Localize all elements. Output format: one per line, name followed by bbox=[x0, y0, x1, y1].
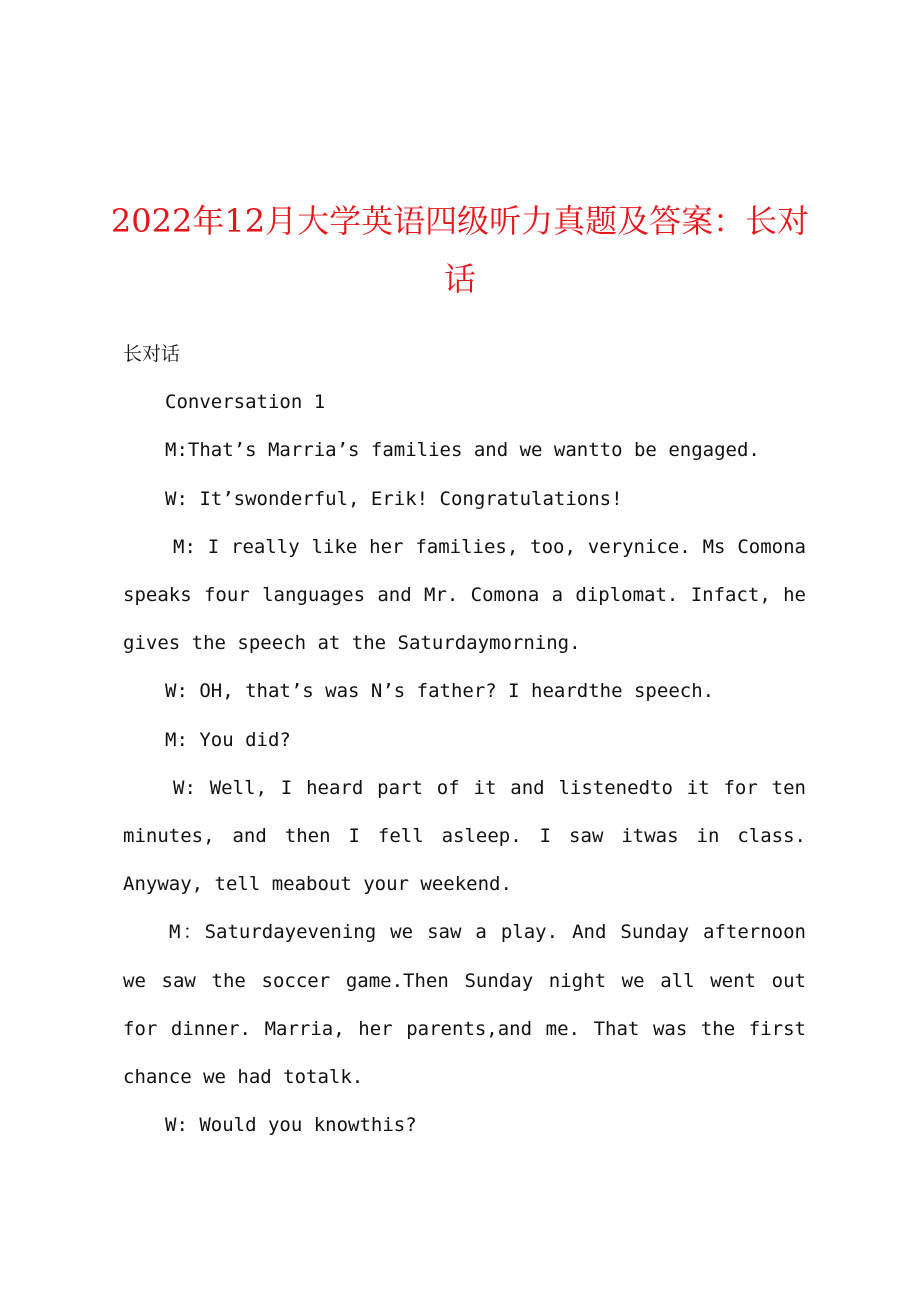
paragraph: W: Would you knowthis? bbox=[165, 1114, 417, 1137]
paragraph: W: It’swonderful, Erik! Congratulations! bbox=[165, 487, 623, 510]
document-title: 2022年12月大学英语四级听力真题及答案：长对话 bbox=[110, 202, 810, 298]
paragraph: W: OH, that’s was N’s father? I heardthe speech. bbox=[165, 680, 715, 703]
paragraph: M:That’s Marria’s families and we wantto be engaged. bbox=[165, 439, 760, 462]
document-body bbox=[123, 330, 818, 1149]
paragraph: W: Well, I heard part of it and listenedto it for ten minutes, and then I fell asleep. I saw itwas in class. Anyway, tell meabout your weekend. bbox=[123, 776, 818, 896]
paragraph: M：Saturdayevening we saw a play. And Sunday afternoon we saw the soccer game.Then Sunday night we all went out for dinner. Marria, her parents,and me. That was the first chance we had totalk. bbox=[123, 921, 818, 1089]
paragraph-conversation-label: Conversation 1 bbox=[165, 391, 326, 414]
section-heading: 长对话 bbox=[123, 343, 181, 365]
paragraph: M: I really like her families, too, verynice. Ms Comona speaks four languages and Mr. Comona a diplomat. Infact, he gives the speech at the Saturdaymorning. bbox=[123, 535, 818, 655]
paragraph: M: You did? bbox=[165, 728, 291, 751]
